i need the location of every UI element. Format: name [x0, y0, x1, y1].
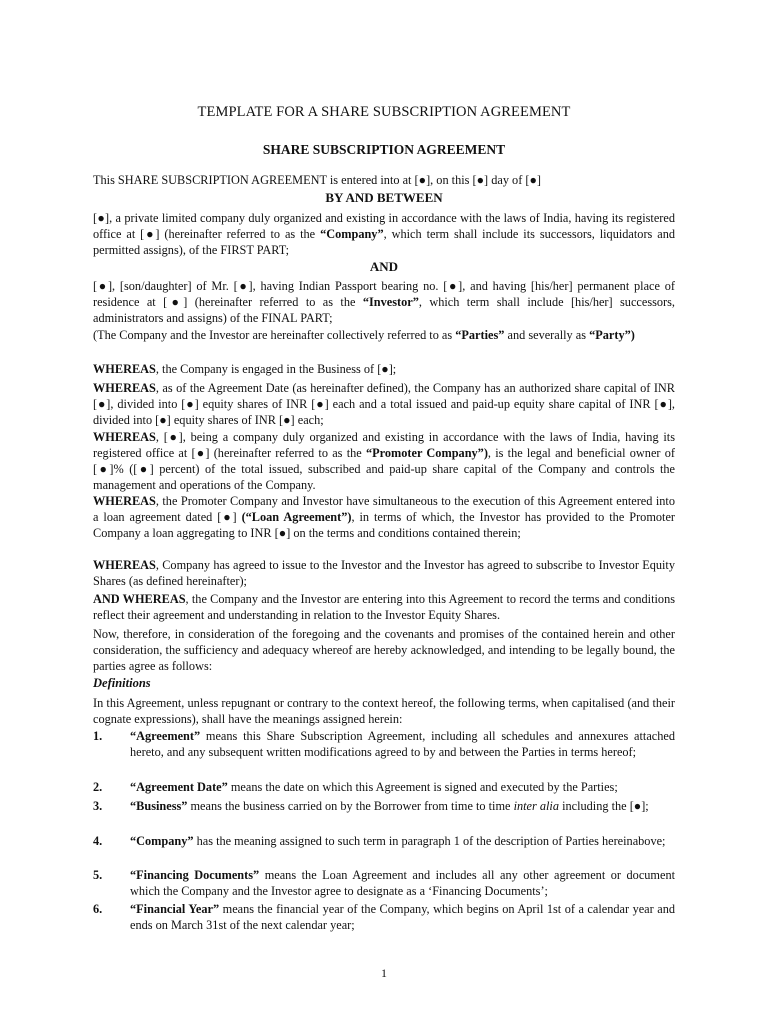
- definition-number: 4.: [93, 834, 103, 848]
- parties-paragraph: [93, 327, 675, 343]
- definition-term: “Agreement”: [130, 729, 201, 743]
- definition-number: 6.: [93, 902, 103, 916]
- company-party-paragraph: [93, 210, 675, 258]
- whereas-share-capital-paragraph: [93, 380, 675, 428]
- party-defined-term: “Party”): [589, 328, 635, 342]
- whereas-text: , in terms of which, the Investor has provided to the Promoter Company a loan aggregating to INR [●] on the terms and conditions contained therein;: [93, 510, 676, 540]
- definition-text: [130, 798, 675, 814]
- parties-text-c: and severally as: [504, 328, 590, 342]
- whereas-text: , [●], being a company duly organized and existing in accordance with the laws of India, having its registered office at [●] (hereinafter referred to as the: [93, 430, 675, 460]
- definition-item: [93, 798, 675, 830]
- whereas-text: , Company has agreed to issue to the Investor and the Investor has agreed to subscribe to Investor Equity Shares (as defined hereinafter);: [93, 558, 675, 588]
- definition-term: “Business”: [130, 799, 188, 813]
- whereas-label: WHEREAS: [93, 362, 156, 376]
- definition-text: [130, 779, 675, 795]
- and-whereas-label: AND WHEREAS: [93, 592, 186, 606]
- investor-party-paragraph: [93, 278, 675, 326]
- definition-body: means the business carried on by the Borrower from time to time: [187, 799, 514, 813]
- whereas-label: WHEREAS: [93, 430, 156, 444]
- definition-text: [130, 833, 675, 849]
- whereas-business-paragraph: [93, 361, 675, 377]
- definition-text: [130, 728, 675, 760]
- definition-italic: inter alia: [513, 799, 559, 813]
- whereas-loan-paragraph: [93, 493, 675, 541]
- intro-paragraph: This SHARE SUBSCRIPTION AGREEMENT is entered into at [●], on this [●] day of [●]: [93, 173, 541, 187]
- whereas-label: WHEREAS: [93, 494, 156, 508]
- definition-text: [130, 901, 675, 933]
- definition-item: [93, 833, 675, 865]
- by-and-between-heading: BY AND BETWEEN: [325, 190, 443, 205]
- definition-term: “Agreement Date”: [130, 780, 228, 794]
- definitions-heading: Definitions: [93, 676, 151, 690]
- whereas-text: , is the legal and beneficial owner of [●]% ([●] percent) of the total issued, subscribed and paid-up share capital of the Company and controls the management and operations of the Company.: [93, 446, 675, 492]
- company-para-text-a: [●], a private limited company duly organized and existing in accordance with the laws of India, having its registered office at [●] (hereinafter referred to as the: [93, 211, 675, 241]
- document-title: TEMPLATE FOR A SHARE SUBSCRIPTION AGREEMENT: [197, 104, 571, 120]
- definition-body: has the meaning assigned to such term in paragraph 1 of the description of Parties hereinabove;: [193, 834, 666, 848]
- whereas-label: WHEREAS: [93, 558, 156, 572]
- company-defined-term: “Company”: [320, 227, 384, 241]
- definition-term: “Financing Documents”: [130, 868, 260, 882]
- and-heading: AND: [369, 259, 399, 274]
- promoter-defined-term: “Promoter Company”): [365, 446, 488, 460]
- definitions-intro-paragraph: In this Agreement, unless repugnant or contrary to the context hereof, the following terms, when capitalised (and their cognate expressions), shall have the meanings assigned herein:: [93, 696, 675, 726]
- loan-agreement-defined-term: (“Loan Agreement”): [241, 510, 352, 524]
- definition-body: means the Loan Agreement and includes all any other agreement or document which the Company and the Investor agree to designate as a ‘Financing Documents’;: [130, 868, 676, 898]
- investor-defined-term: “Investor”: [362, 295, 419, 309]
- definition-body: means the date on which this Agreement is signed and executed by the Parties;: [227, 780, 618, 794]
- definition-body: including the [●];: [559, 799, 649, 813]
- whereas-text: , the Company and the Investor are entering into this Agreement to record the terms and conditions reflect their agreement and understanding in relation to the Investor Equity Shares.: [93, 592, 676, 622]
- definition-term: “Company”: [130, 834, 194, 848]
- investor-para-text-c: , which term shall include [his/her] successors, administrators and assigns) of the FINAL PART;: [93, 295, 675, 325]
- definition-text: [130, 867, 675, 899]
- definition-number: 5.: [93, 868, 103, 882]
- whereas-text: , as of the Agreement Date (as hereinafter defined), the Company has an authorized share capital of INR [●], divided into [●] equity shares of INR [●] each and a total issued and paid-up equity share capital of INR [●], divided into [●] equity shares of INR [●] each;: [93, 381, 675, 427]
- agreement-heading: SHARE SUBSCRIPTION AGREEMENT: [262, 142, 506, 157]
- whereas-issue-paragraph: [93, 557, 675, 589]
- now-therefore-paragraph: Now, therefore, in consideration of the foregoing and the covenants and promises of the contained herein and other consideration, the sufficiency and adequacy whereof are hereby acknowledged, and intending to be legally bound, the parties agree as follows:: [93, 627, 675, 673]
- definition-number: 2.: [93, 780, 103, 794]
- definition-body: means the financial year of the Company, which begins on April 1st of a calendar year and ends on March 31st of the next calendar year;: [130, 902, 675, 932]
- page-number: 1: [381, 966, 387, 980]
- whereas-label: WHEREAS: [93, 381, 156, 395]
- definition-item: [93, 901, 675, 933]
- definition-term: “Financial Year”: [130, 902, 220, 916]
- whereas-text: , the Company is engaged in the Business of [●];: [155, 362, 397, 376]
- definition-item: [93, 779, 675, 795]
- definition-number: 1.: [93, 729, 103, 743]
- definition-item: [93, 867, 675, 899]
- whereas-text: , the Promoter Company and Investor have simultaneous to the execution of this Agreement entered into a loan agreement dated [●]: [93, 494, 675, 524]
- parties-text-a: (The Company and the Investor are hereinafter collectively referred to as: [93, 328, 456, 342]
- definition-item: [93, 728, 675, 776]
- parties-defined-term: “Parties”: [455, 328, 505, 342]
- investor-para-text-a: [●], [son/daughter] of Mr. [●], having Indian Passport bearing no. [●], and having [his/her] permanent place of residence at [●] (hereinafter referred to as the: [93, 279, 675, 309]
- and-whereas-paragraph: [93, 591, 675, 623]
- company-para-text-c: , which term shall include its successors, liquidators and permitted assigns), of the FIRST PART;: [93, 227, 675, 257]
- definition-body: means this Share Subscription Agreement, including all schedules and annexures attached hereto, and any subsequent written modifications agreed to by and between the Parties in terms hereof;: [130, 729, 675, 759]
- definition-number: 3.: [93, 799, 103, 813]
- whereas-promoter-paragraph: [93, 429, 675, 493]
